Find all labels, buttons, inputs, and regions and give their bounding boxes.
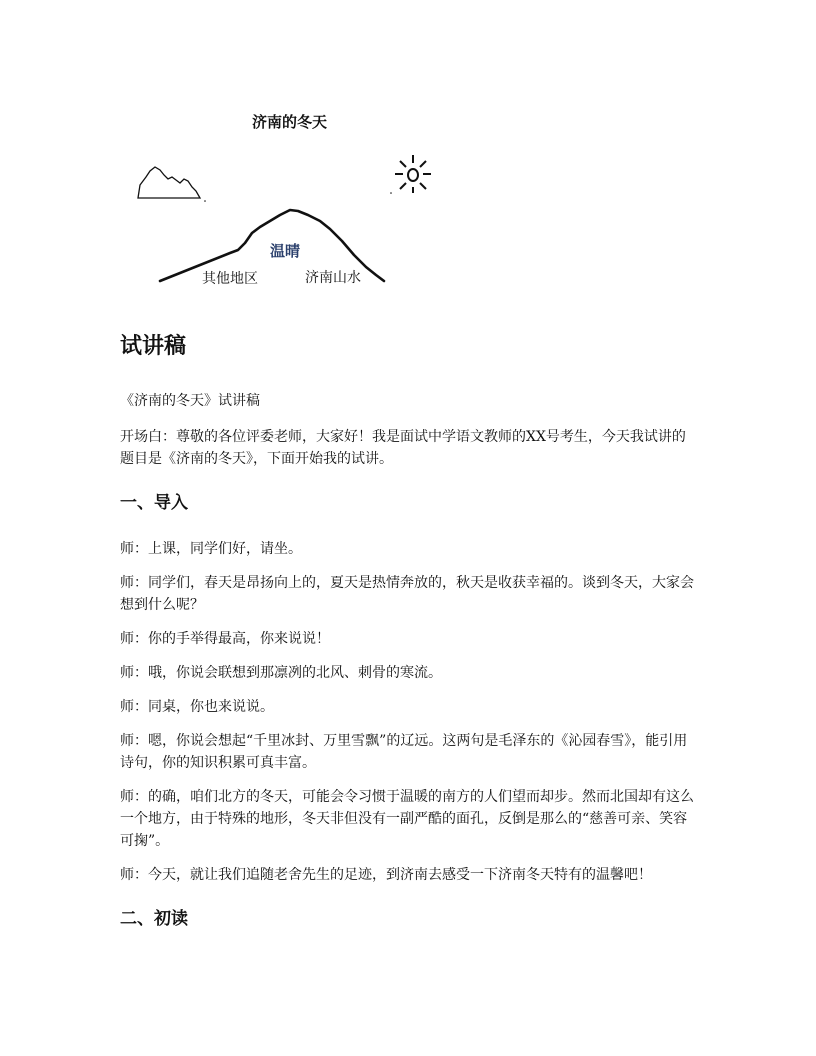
paragraph: 师：上课，同学们好，请坐。 (120, 541, 302, 557)
right-region-label: 济南山水 (305, 270, 361, 286)
paragraph: 师：嗯，你说会想起“千里冰封、万里雪飘”的辽远。这两句是毛泽东的《沁园春雪》，能引用诗句，你的知识积累可真丰富。 (120, 733, 688, 771)
diagram-title: 济南的冬天 (252, 113, 328, 131)
diagram-drawing (130, 105, 450, 295)
sun-icon (395, 155, 431, 193)
warm-label: 温晴 (270, 242, 301, 260)
small-hills-icon (138, 167, 200, 198)
section-heading-first-reading: 二、初读 (120, 909, 188, 929)
paragraph: 师：同学们，春天是昂扬向上的，夏天是热情奔放的，秋天是收获幸福的。谈到冬天，大家会想到什么呢？ (120, 575, 694, 613)
section-heading-intro: 一、导入 (120, 493, 188, 513)
paragraph: 师：的确，咱们北方的冬天，可能会令习惯于温暖的南方的人们望而却步。然而北国却有这么一个地方，由于特殊的地形，冬天非但没有一副严酷的面孔，反倒是那么的“慈善可亲、笑容可掬”。 (120, 789, 694, 849)
opening-paragraph: 开场白：尊敬的各位评委老师，大家好！我是面试中学语文教师的XX号考生，今天我试讲的题目是《济南的冬天》，下面开始我的试讲。 (120, 429, 686, 467)
paragraph: 师：今天，就让我们追随老舍先生的足迹，到济南去感受一下济南冬天特有的温馨吧！ (120, 867, 652, 883)
mountain-diagram (130, 105, 450, 295)
paragraph: 师：你的手举得最高，你来说说！ (120, 631, 330, 647)
paragraph: 师：同桌，你也来说说。 (120, 699, 274, 715)
paragraph: 师：哦，你说会联想到那凛冽的北风、刺骨的寒流。 (120, 665, 442, 681)
document-body (120, 330, 696, 954)
subtitle: 《济南的冬天》试讲稿 (120, 393, 260, 409)
page-title: 试讲稿 (120, 334, 187, 359)
left-region-label: 其他地区 (202, 271, 258, 287)
